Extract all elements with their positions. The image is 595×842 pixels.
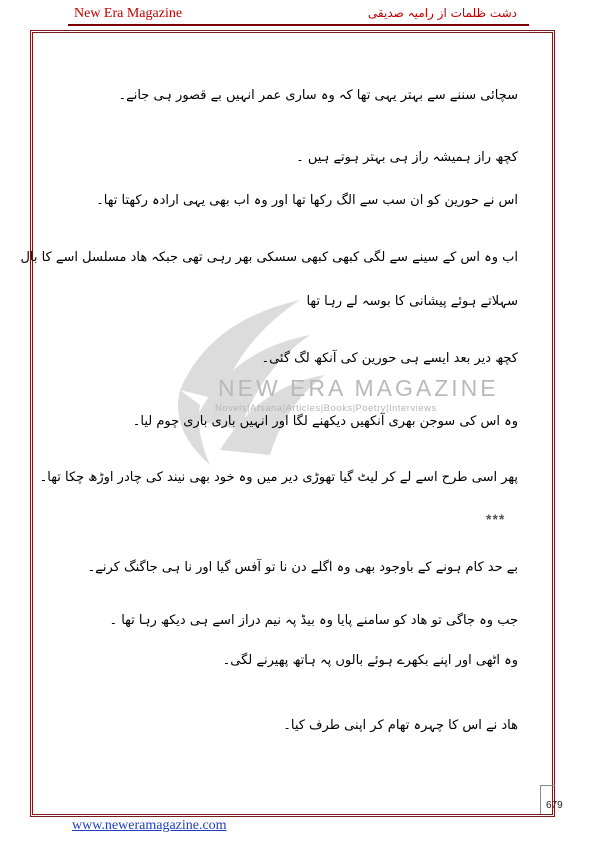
body-line-5: سہلاتے ہوئے پیشانی کا بوسہ لے رہا تھا xyxy=(306,294,518,309)
page-number: 679 xyxy=(546,800,563,811)
watermark-title: NEW ERA MAGAZINE xyxy=(218,375,499,401)
header-divider xyxy=(68,24,529,26)
body-line-10: جب وہ جاگی تو ھاد کو سامنے پایا وہ بیڈ پہ نیم دراز اسے ہی دیکھ رہا تھا ۔ xyxy=(109,613,518,628)
body-line-6: کچھ دیر بعد ایسے ہی حورین کی آنکھ لگ گئی۔ xyxy=(261,351,518,366)
body-line-8: پھر اسی طرح اسے لے کر لیٹ گیا تھوڑی دیر میں وہ خود بھی نیند کی چادر اوڑھ چکا تھا۔ xyxy=(39,470,518,485)
body-line-7: وہ اس کی سوجن بھری آنکھیں دیکھنے لگا اور انہیں باری باری چوم لیا۔ xyxy=(132,414,518,429)
body-line-4: اب وہ اس کے سینے سے لگی کبھی کبھی سسکی بھر رہی تھی جبکہ ھاد مسلسل اسے کا بال xyxy=(20,250,518,265)
story-title: دشت ظلمات از رامیہ صدیقی xyxy=(367,6,517,20)
body-line-3: اس نے حورین کو ان سب سے الگ رکھا تھا اور وہ اب بھی یہی ارادہ رکھتا تھا۔ xyxy=(96,193,518,208)
watermark-subtitle: Novels|Afsana|Articles|Books|Poetry|Interviews xyxy=(215,403,437,414)
body-line-11: وہ اٹھی اور اپنے بکھرے ہوئے بالوں پہ ہاتھ پھیرنے لگی۔ xyxy=(222,653,518,668)
body-line-12: ھاد نے اس کا چہرہ تھام کر اپنی طرف کیا۔ xyxy=(283,718,518,733)
section-separator: *** xyxy=(486,511,506,527)
body-line-2: کچھ راز ہمیشہ راز ہی بہتر ہوتے ہیں ۔ xyxy=(296,150,518,165)
body-line-1: سچائی سننے سے بہتر یہی تھا کہ وہ ساری عمر انہیں بے قصور ہی جانے۔ xyxy=(118,88,518,103)
body-line-9: بے حد کام ہونے کے باوجود بھی وہ اگلے دن نا تو آفس گیا اور نا ہی جاگنگ کرنے۔ xyxy=(87,560,518,575)
website-link[interactable]: www.neweramagazine.com xyxy=(72,818,227,833)
magazine-name: New Era Magazine xyxy=(74,6,183,21)
